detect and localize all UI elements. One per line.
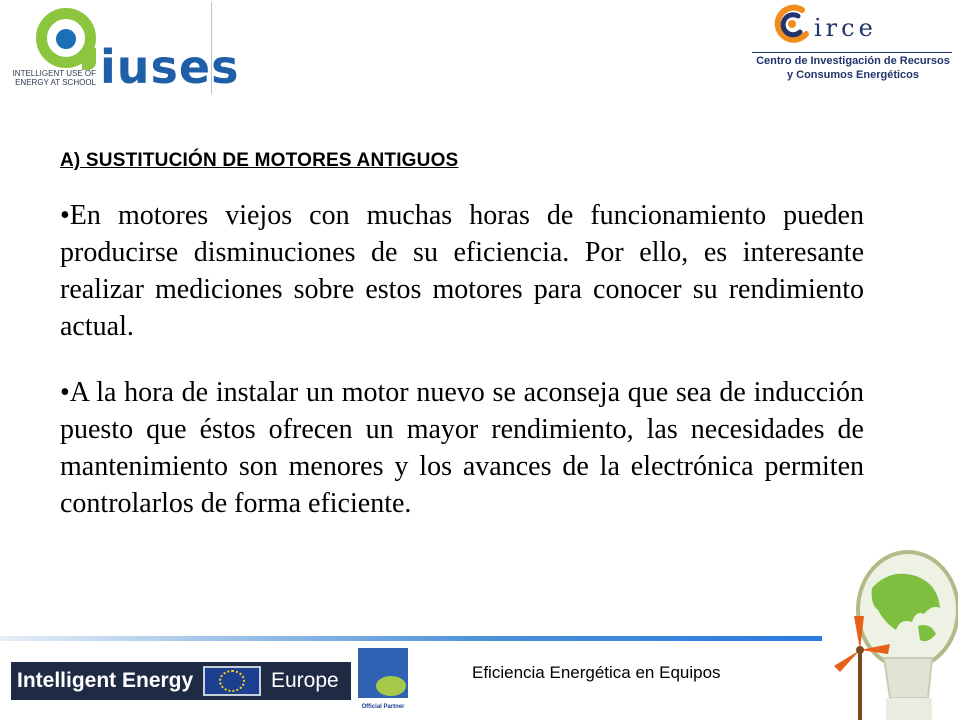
paragraph-new-motor: •A la hora de instalar un motor nuevo se aconseja que sea de inducción puesto que éstos ofrecen un mayor rendimiento, las necesidades de mantenimiento son menores y los avances de la electrónica permiten controlarlos de forma eficiente. — [60, 377, 864, 519]
section-heading: A) SUSTITUCIÓN DE MOTORES ANTIGUOS — [60, 150, 459, 171]
iuses-tail-icon — [82, 48, 96, 70]
footer-title: Eficiencia Energética en Equipos — [472, 663, 721, 682]
circe-subtitle-line2: y Consumos Energéticos — [786, 69, 920, 81]
partner-label: Official Partner — [361, 704, 405, 710]
lightbulb-globe-icon — [820, 548, 958, 720]
iuses-wordmark: iuses — [100, 40, 240, 94]
intelligent-energy-banner — [11, 662, 351, 700]
iuses-dot-icon — [56, 29, 76, 49]
circe-divider — [752, 52, 952, 53]
circe-logo — [744, 2, 956, 92]
circe-swirl-icon — [772, 4, 812, 44]
banner-left-text: Intelligent Energy — [17, 669, 194, 692]
iuses-logo — [2, 2, 240, 94]
official-partner-logo — [358, 648, 408, 718]
paragraph-old-motors: •En motores viejos con muchas horas de funcionamiento pueden producirse disminuciones de su eficiencia. Por ello, es interesante realizar mediciones sobre estos motores para conocer su rendimiento actual. — [60, 200, 864, 342]
circe-subtitle-line1: Centro de Investigación de Recursos — [756, 55, 950, 67]
iuses-subtitle: INTELLIGENT USE OF ENERGY AT SCHOOL — [12, 69, 96, 87]
eu-flag-icon — [203, 666, 261, 696]
banner-right-text: Europe — [271, 669, 339, 692]
circe-wordmark: irce — [814, 14, 877, 42]
partner-blob-icon — [376, 676, 406, 696]
footer-divider — [0, 636, 822, 641]
